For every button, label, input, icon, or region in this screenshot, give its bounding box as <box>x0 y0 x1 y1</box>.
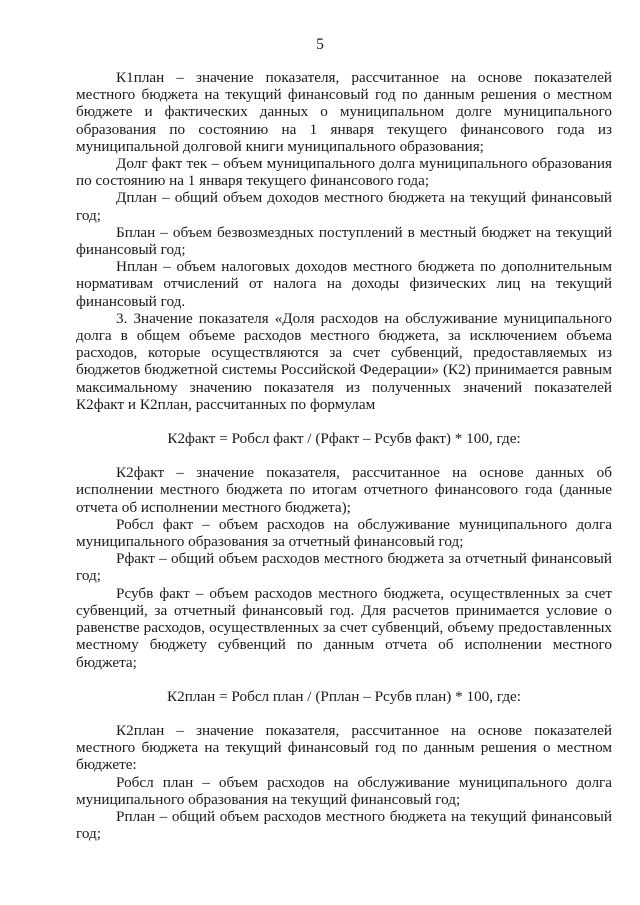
definition-robsl-plan: Робсл план – объем расходов на обслуживание муниципального долга муниципального образования на текущий финансовый год; <box>76 773 612 808</box>
definition-rfakt: Рфакт – общий объем расходов местного бюджета за отчетный финансовый год; <box>76 550 612 585</box>
definition-dolg-fakt-tek: Долг факт тек – объем муниципального долга муниципального образования по состоянию на 1 января текущего финансового года; <box>76 155 612 190</box>
definition-k1plan: К1план – значение показателя, рассчитанное на основе показателей местного бюджета на текущий финансовый год по данным решения о местном бюджете и фактических данных о муниципальном долге муниципального образования по состоянию на 1 января текущего финансового года из муниципальной долговой книги муниципального образования; <box>76 69 612 155</box>
definition-k2plan: К2план – значение показателя, рассчитанное на основе показателей местного бюджета на текущий финансовый год по данным решения о местном бюджете: <box>76 721 612 774</box>
section-3-paragraph: 3. Значение показателя «Доля расходов на обслуживание муниципального долга в общем объеме расходов местного бюджета, за исключением объема расходов, которые осуществляются за счет субвенций, предоставляемых из бюджетов бюджетной системы Российской Федерации» (К2) принимается равным максимальному значению показателя из полученных значений показателей К2факт и К2план, рассчитанных по формулам <box>76 309 612 413</box>
definition-k2fakt: К2факт – значение показателя, рассчитанное на основе данных об исполнении местного бюджета по итогам отчетного финансового года (данные отчета об исполнении местного бюджета); <box>76 464 612 516</box>
definition-rplan: Рплан – общий объем расходов местного бюджета на текущий финансовый год; <box>76 807 612 843</box>
definition-bplan: Бплан – объем безвозмездных поступлений в местный бюджет на текущий финансовый год; <box>76 223 612 259</box>
definition-nplan: Нплан – объем налоговых доходов местного бюджета по дополнительным нормативам отчислений от налога на доходы физических лиц на текущий финансовый год. <box>76 258 612 310</box>
definition-robsl-fakt: Робсл факт – объем расходов на обслуживание муниципального долга муниципального образования за отчетный финансовый год; <box>76 515 612 551</box>
formula-k2plan: К2план = Робсл план / (Рплан – Рсубв план) * 100, где: <box>166 687 522 705</box>
definition-dplan: Дплан – общий объем доходов местного бюджета на текущий финансовый год; <box>76 189 612 224</box>
formula-k2fakt: К2факт = Робсл факт / (Рфакт – Рсубв факт) * 100, где: <box>167 430 521 448</box>
definition-rsubv-fakt: Рсубв факт – объем расходов местного бюджета, осуществленных за счет субвенций, за отчетный финансовый год. Для расчетов принимается условие о равенстве расходов, осуществленных за счет субвенций, объему предоставленных местному бюджету субвенций по данным отчета об исполнении местного бюджета; <box>76 584 612 671</box>
document-body <box>76 69 612 842</box>
page-number: 5 <box>316 36 324 53</box>
